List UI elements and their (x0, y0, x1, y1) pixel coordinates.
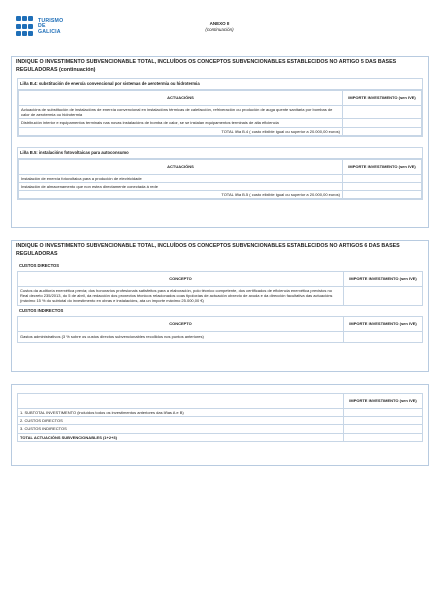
row-label: Instalación de almacenamento que non estea directamente conectada á rede (19, 183, 343, 191)
amount-input-b4-2[interactable] (343, 119, 422, 127)
table-row (19, 106, 422, 119)
summary-table (17, 393, 423, 442)
amount-input-direct[interactable] (344, 287, 423, 306)
table-row (18, 417, 423, 425)
col-header-actuacions: ACTUACIÓNS (19, 159, 343, 174)
section-line-b5 (17, 147, 423, 201)
table-row (18, 287, 423, 306)
row-label: Custos da auditoría enerxética previa; dos honorarios profesionais satisfeitos para a elaboración, polo técnico competente, dos certificados de eficiencia enerxética previstos no Real decreto 235/2013, do 5 de abril, da redacción dos proxectos técnicos relacionados coas tipoloxías de actuación obxecto de axuda e da dirección facultativa das actuacións (máximo 15 % do subtotal do investimento en obras e instalacións, ata un importe máximo 25.000,00 €) (18, 287, 344, 306)
annex-title: ANEXO II (209, 21, 230, 26)
col-header-amount: IMPORTE INVESTIMENTO (sen IVE) (344, 272, 423, 287)
table-row (19, 174, 422, 182)
total-row (19, 127, 422, 135)
amount-input-b4-1[interactable] (343, 106, 422, 119)
total-row (19, 191, 422, 199)
row-label: 2. CUSTOS DIRECTOS (18, 417, 344, 425)
col-header-concepto: CONCEPTO (18, 272, 344, 287)
col-header-actuacions: ACTUACIÓNS (19, 91, 343, 106)
amount-input-indirect[interactable] (344, 331, 423, 342)
table-row (18, 409, 423, 417)
indirect-costs-title: CUSTOS INDIRECTOS (19, 307, 64, 313)
question-article-6: INDIQUE O INVESTIMENTO SUBVENCIONABLE TOTAL, INCLUÍDOS OS CONCEPTOS SUBVENCIONABLES ESTABLECIDOS NO ARTIGOS 6 DAS BASES REGULADORAS (16, 243, 400, 257)
total-input-b5[interactable] (343, 191, 422, 199)
col-header-amount: IMPORTE INVESTIMENTO (sen IVE) (344, 394, 423, 409)
section-summary (17, 393, 423, 442)
amount-input-direct-costs[interactable] (344, 417, 423, 425)
logo-text: TURISMO DE GALICIA (38, 17, 64, 35)
section-direct-costs (17, 261, 423, 306)
question-article-5: INDIQUE O INVESTIMENTO SUBVENCIONABLE TOTAL, INCLUÍDOS OS CONCEPTOS SUBVENCIONABLES ESTABLECIDOS NO ARTIGO 5 DAS BASES REGULADORAS (continuación) (16, 59, 397, 73)
row-label: Distribución interior e equipamentos terminais nas novas instalacións de bomba de calor, se se instalan equipamentos terminais de alta eficiencia (19, 119, 343, 127)
annex-subtitle: (continuación) (205, 27, 234, 32)
col-header-amount: IMPORTE INVESTIMENTO (sen IVE) (343, 91, 422, 106)
table-row (18, 331, 423, 342)
amount-input-indirect-costs[interactable] (344, 425, 423, 433)
direct-costs-table (17, 271, 423, 306)
col-header-concepto: CONCEPTO (18, 316, 344, 331)
block-summary (11, 384, 429, 466)
row-label: 3. CUSTOS INDIRECTOS (18, 425, 344, 433)
block-article-6 (11, 240, 429, 372)
col-header-amount: IMPORTE INVESTIMENTO (sen IVE) (344, 316, 423, 331)
table-header-row (18, 272, 423, 287)
table-header-row (18, 394, 423, 409)
direct-costs-title: CUSTOS DIRECTOS (19, 263, 60, 268)
section-indirect-costs (17, 306, 423, 343)
total-label-b5: TOTAL liña B.5 ( custo elixible igual ou superior a 20.000,00 euros) (19, 191, 343, 199)
amount-input-subtotal[interactable] (344, 409, 423, 417)
total-input-summary[interactable] (344, 433, 423, 441)
annex-heading (0, 21, 439, 33)
amount-input-b5-2[interactable] (343, 183, 422, 191)
table-row (18, 425, 423, 433)
amount-input-b5-1[interactable] (343, 174, 422, 182)
row-label: Instalación de enerxía fotovoltaica para a produción de electricidade (19, 174, 343, 182)
block-article-5 (11, 56, 429, 228)
summary-header-blank (18, 394, 344, 409)
table-row (19, 119, 422, 127)
table-header-row (18, 316, 423, 331)
section-line-b4 (17, 78, 423, 137)
line-b4-table (18, 90, 422, 136)
table-header-row (19, 159, 422, 174)
col-header-amount: IMPORTE INVESTIMENTO (sen IVE) (343, 159, 422, 174)
row-label: 1. SUBTOTAL INVESTIMENTO (incluídos todos os investimentos anteriores das liñas A e B) (18, 409, 344, 417)
table-header-row (19, 91, 422, 106)
total-row (18, 433, 423, 441)
total-label-summary: TOTAL ACTUACIÓNS SUBVENCIONABLES (1+2+3) (18, 433, 344, 441)
line-b4-title: Liña B.4: substitución de enerxía convencional por sistemas de aerotermia ou hidrotermia (18, 79, 422, 90)
line-b5-title: Liña B.5: instalacións fotovoltaicas para autoconsumo (18, 148, 422, 159)
row-label: Gastos administrativos (3 % sobre os custos directos subvencionables recollidos nos puntos anteriores) (18, 331, 344, 342)
total-input-b4[interactable] (343, 127, 422, 135)
total-label-b4: TOTAL liña B.4 ( custo elixible igual ou superior a 20.000,00 euros) (19, 127, 343, 135)
table-row (19, 183, 422, 191)
row-label: Actuacións de substitución de instalacións de enerxía convencional en instalacións térmicas de calefacción, refrixeración ou produción de auga quente sanitaria por bombas de calor de aerotermia ou hidrotermia (19, 106, 343, 119)
line-b5-table (18, 159, 422, 200)
indirect-costs-table (17, 316, 423, 343)
